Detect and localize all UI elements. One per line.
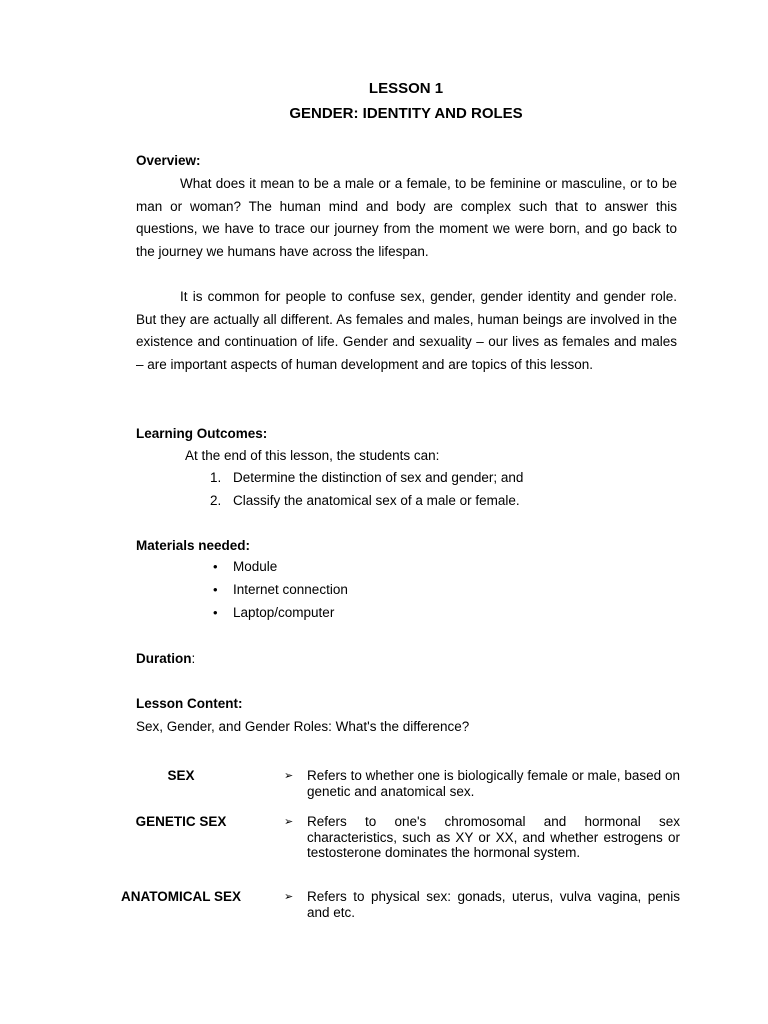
material-text: Laptop/computer	[233, 605, 335, 620]
outcome-number: 2.	[210, 493, 222, 508]
material-item	[0, 579, 768, 601]
definition-anatomical-sex: Refers to physical sex: gonads, uterus, vulva vagina, penis and etc.	[307, 889, 680, 920]
bullet-icon: •	[213, 605, 218, 620]
arrow-bullet-icon: ➢	[284, 770, 294, 782]
term-genetic-sex: GENETIC SEX	[135, 814, 227, 829]
material-item	[0, 602, 768, 624]
outcome-item-1	[0, 467, 768, 489]
term-anatomical-sex: ANATOMICAL SEX	[120, 889, 241, 904]
outcome-item-2	[0, 490, 768, 512]
definition-sex: Refers to whether one is biologically female or male, based on genetic and anatomical sex.	[307, 768, 680, 799]
material-item	[0, 556, 768, 578]
lesson-content-subtitle: Sex, Gender, and Gender Roles: What's the difference?	[136, 719, 470, 734]
outcome-text: Determine the distinction of sex and gender; and	[233, 470, 524, 485]
overview-heading: Overview:	[136, 153, 201, 168]
bullet-icon: •	[213, 582, 218, 597]
term-sex: SEX	[167, 768, 195, 783]
lesson-title: GENDER: IDENTITY AND ROLES	[289, 105, 523, 122]
arrow-bullet-icon: ➢	[284, 816, 294, 828]
overview-paragraph-2-text: It is common for people to confuse sex, gender, gender identity and gender role. But they are actually all different. As females and males, human beings are involved in the existence and continuation of life. Gender and sexuality – our lives as females and males – are important aspects of human development and are topics of this lesson.	[136, 289, 677, 372]
materials-heading: Materials needed:	[136, 538, 251, 553]
learning-outcomes-heading: Learning Outcomes:	[136, 426, 268, 441]
outcome-text: Classify the anatomical sex of a male or female.	[233, 493, 520, 508]
duration-colon: :	[191, 651, 196, 666]
bullet-icon: •	[213, 559, 218, 574]
definition-genetic-sex: Refers to one's chromosomal and hormonal sex characteristics, such as XY or XX, and whether estrogens or testosterone dominates the hormonal system.	[307, 814, 680, 861]
overview-paragraph-1-text: What does it mean to be a male or a female, to be feminine or masculine, or to be man or woman? The human mind and body are complex such that to answer this questions, we have to trace our journey from the moment we were born, and go back to the journey we humans have across the lifespan.	[136, 176, 677, 259]
material-text: Internet connection	[233, 582, 348, 597]
material-text: Module	[233, 559, 278, 574]
duration-heading: Duration	[136, 651, 192, 666]
duration-line	[136, 651, 195, 666]
outcome-number: 1.	[210, 470, 222, 485]
lesson-number: LESSON 1	[368, 80, 444, 97]
overview-paragraph-2	[136, 286, 677, 376]
arrow-bullet-icon: ➢	[284, 891, 294, 903]
overview-paragraph-1	[136, 173, 677, 263]
lesson-content-heading: Lesson Content:	[136, 696, 243, 711]
learning-outcomes-intro: At the end of this lesson, the students can:	[185, 448, 440, 463]
